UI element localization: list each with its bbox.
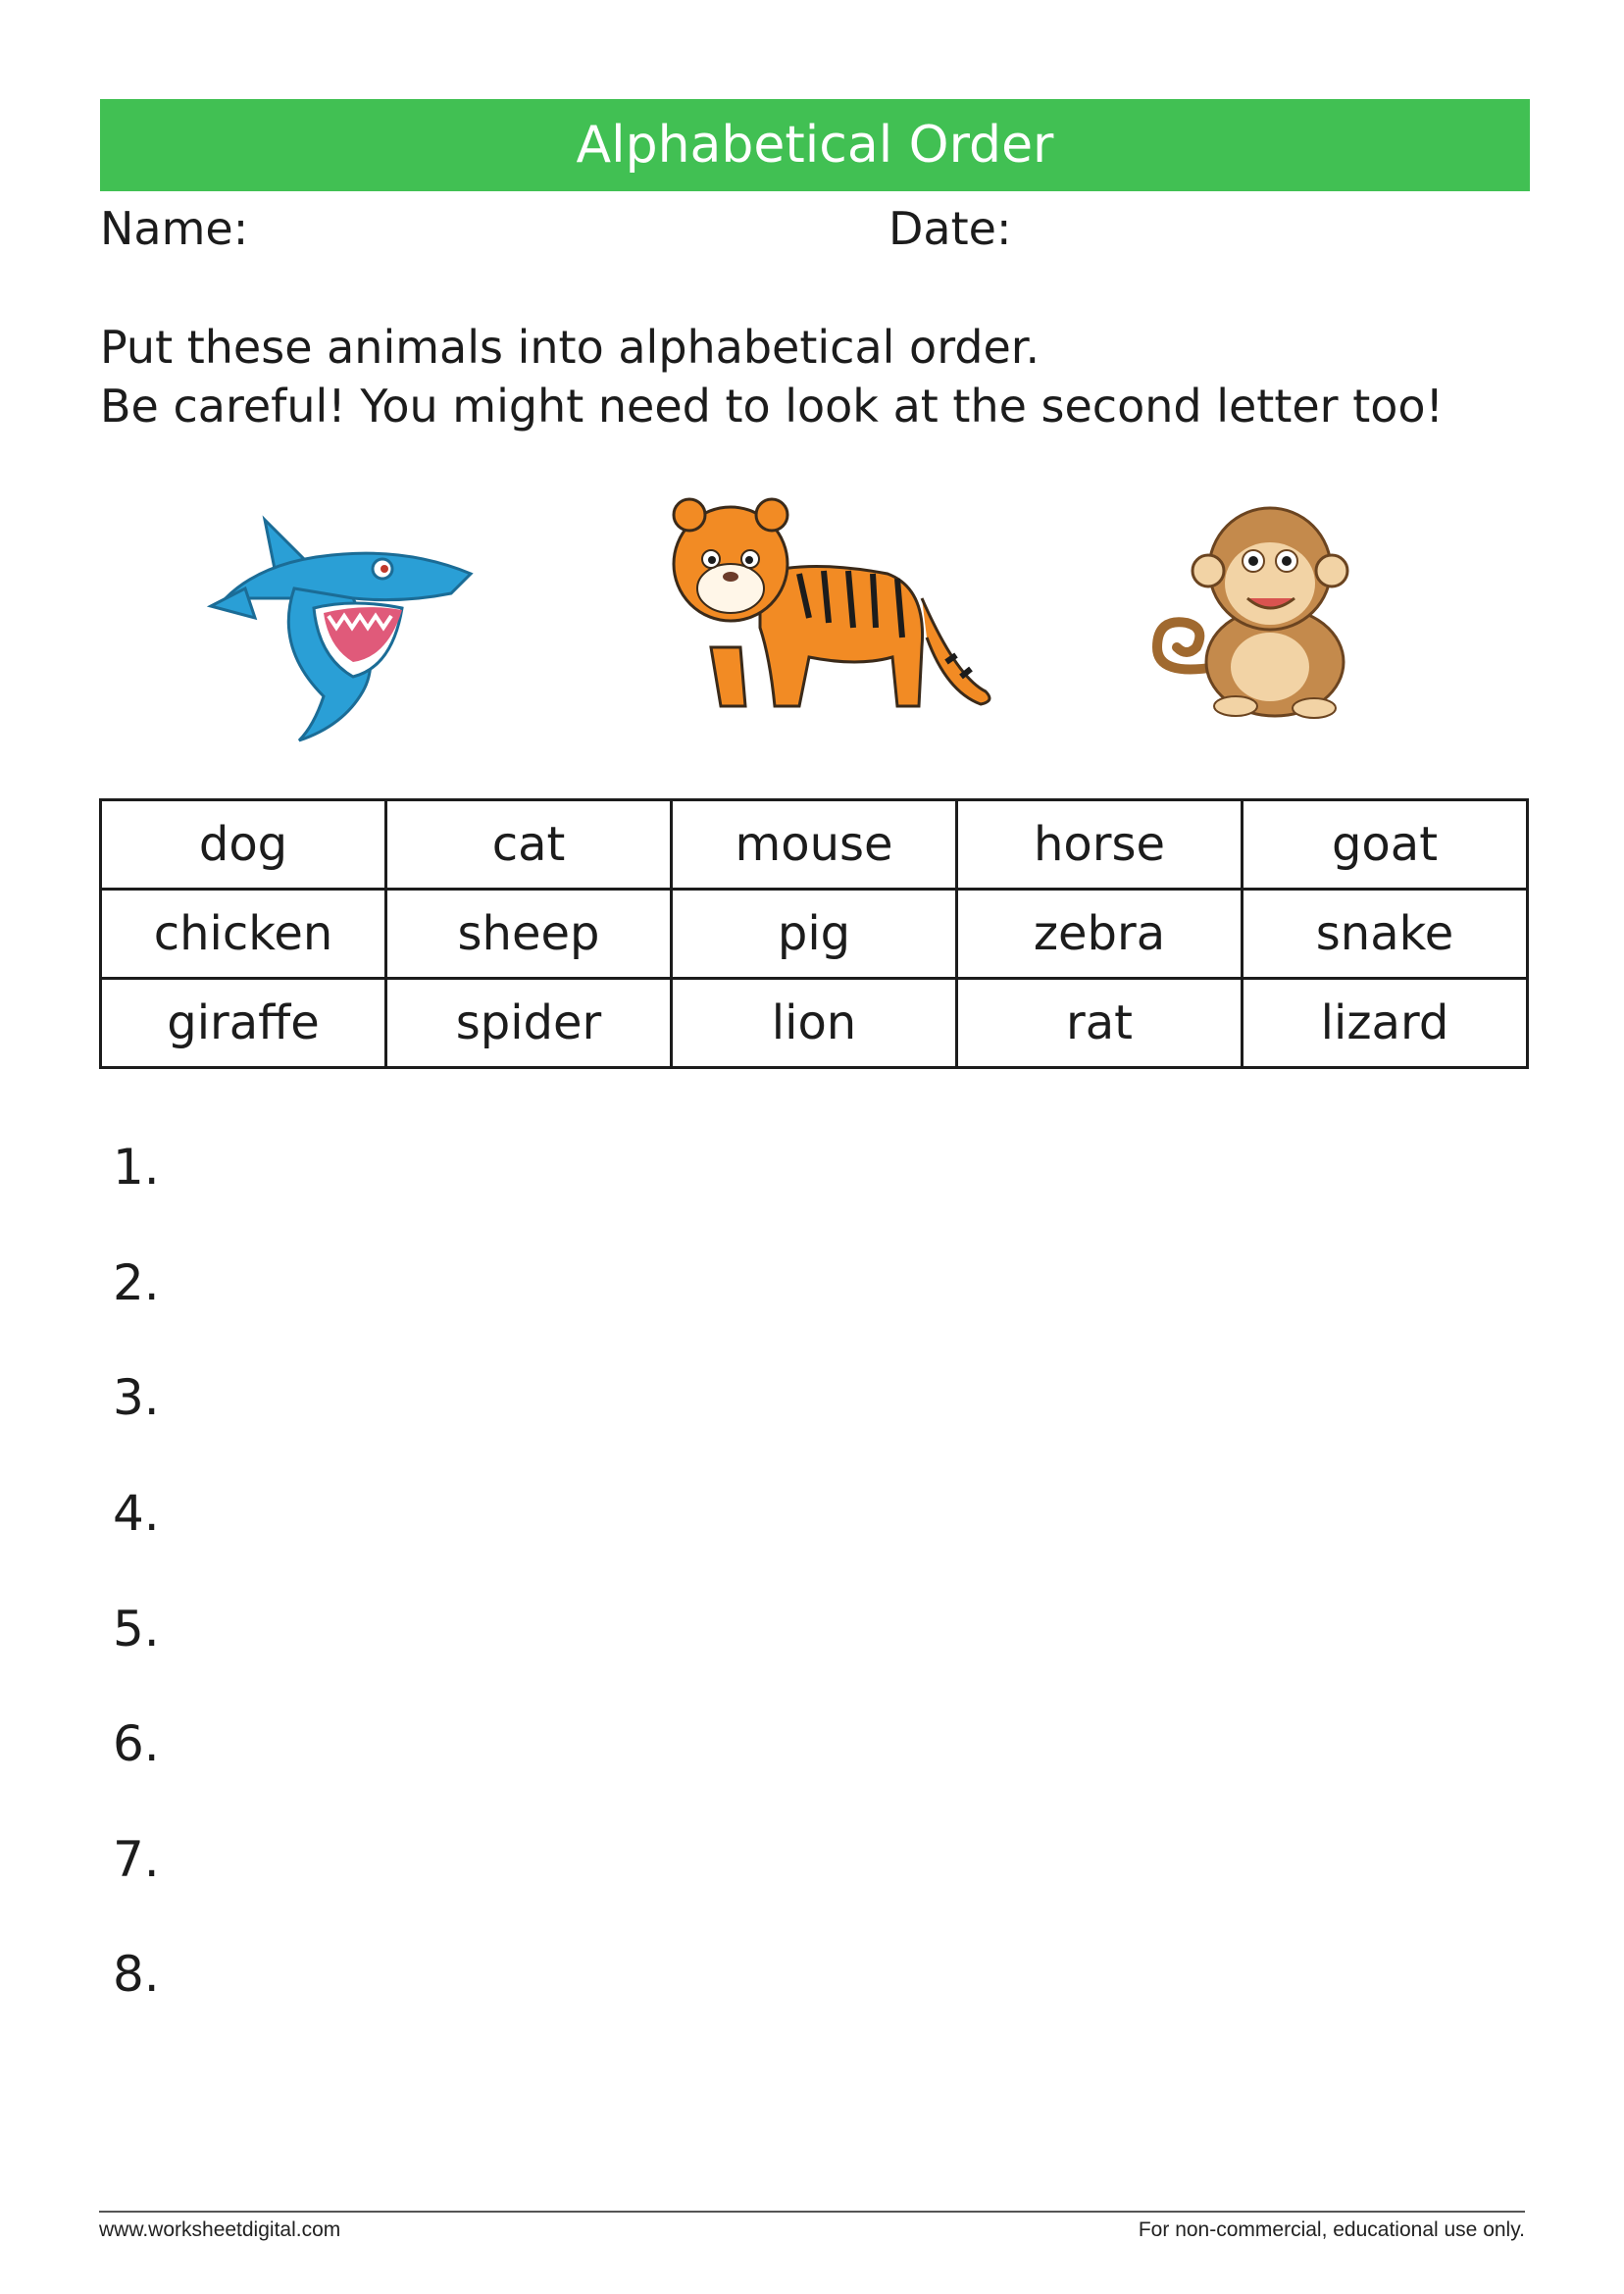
tiger-illustration	[662, 481, 1000, 726]
word-cell: giraffe	[101, 979, 386, 1068]
answer-number: 1.	[113, 1139, 160, 1196]
shark-illustration	[206, 500, 481, 745]
name-label: Name:	[100, 202, 249, 255]
footer-divider	[99, 2211, 1525, 2213]
worksheet-title: Alphabetical Order	[100, 99, 1530, 191]
word-cell: dog	[101, 800, 386, 890]
word-cell: goat	[1243, 800, 1528, 890]
table-row	[101, 979, 1528, 1068]
word-cell: chicken	[101, 890, 386, 979]
word-cell: rat	[957, 979, 1243, 1068]
animal-word-table	[99, 798, 1529, 1069]
word-cell: cat	[386, 800, 672, 890]
word-cell: zebra	[957, 890, 1243, 979]
table-row	[101, 800, 1528, 890]
word-cell: pig	[672, 890, 957, 979]
answer-number: 5.	[113, 1601, 160, 1657]
word-cell: horse	[957, 800, 1243, 890]
answer-number: 8.	[113, 1946, 160, 2003]
instruction-line-1: Put these animals into alphabetical order.	[100, 321, 1040, 374]
answer-number: 4.	[113, 1485, 160, 1542]
table-row	[101, 890, 1528, 979]
answer-number: 7.	[113, 1831, 160, 1888]
word-cell: lizard	[1243, 979, 1528, 1068]
monkey-illustration	[1147, 490, 1373, 721]
instruction-line-2: Be careful! You might need to look at the second letter too!	[100, 380, 1444, 433]
footer-usage-note: For non-commercial, educational use only.	[1138, 2218, 1525, 2241]
answer-number: 3.	[113, 1369, 160, 1426]
footer-website: www.worksheetdigital.com	[99, 2218, 341, 2241]
word-cell: snake	[1243, 890, 1528, 979]
word-cell: sheep	[386, 890, 672, 979]
word-cell: lion	[672, 979, 957, 1068]
answer-number: 6.	[113, 1715, 160, 1772]
word-cell: mouse	[672, 800, 957, 890]
answer-number: 2.	[113, 1254, 160, 1311]
word-cell: spider	[386, 979, 672, 1068]
date-label: Date:	[888, 202, 1012, 255]
